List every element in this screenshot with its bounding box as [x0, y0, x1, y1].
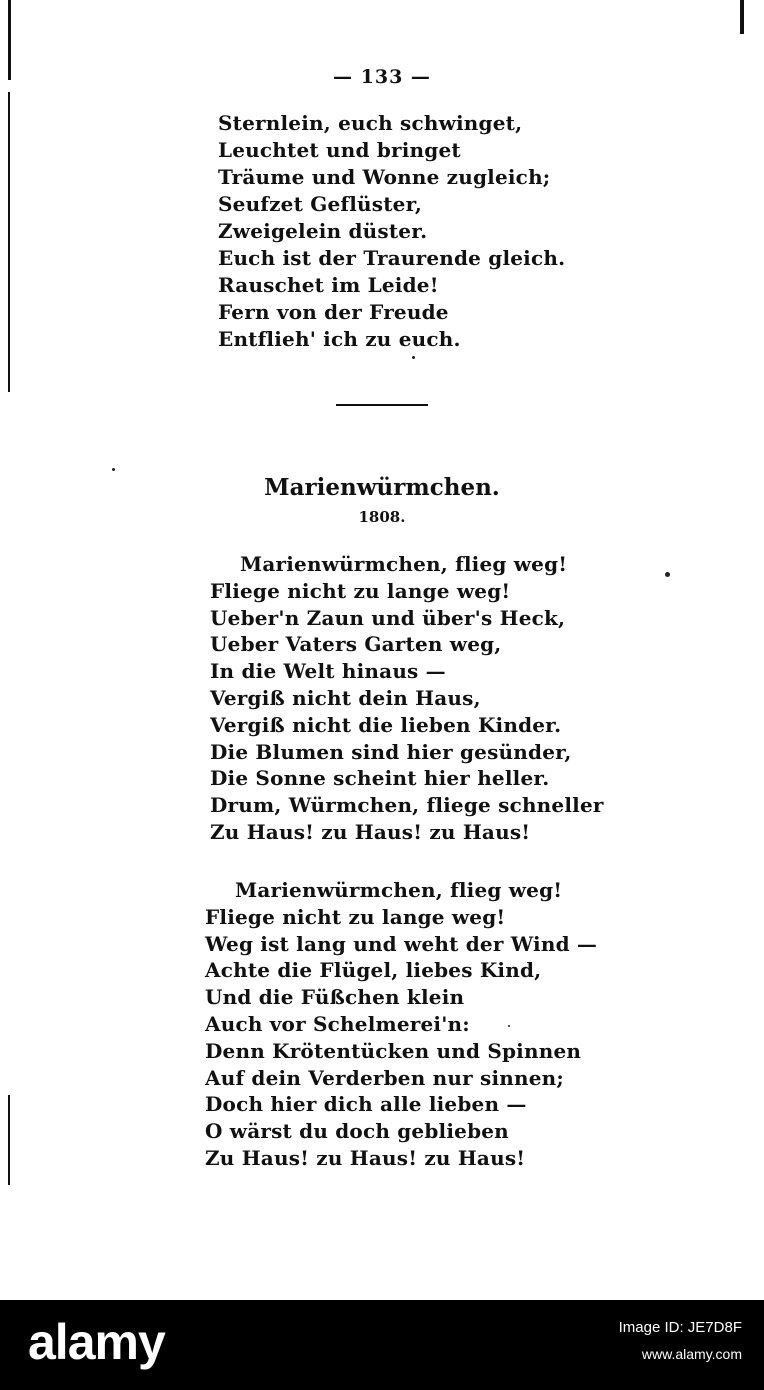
verse-line: Marienwürmchen, flieg weg! [235, 878, 563, 902]
watermark-logo: alamy [28, 1314, 165, 1370]
poem-year: 1808. [358, 508, 406, 526]
verse-line: O wärst du doch geblieben [205, 1119, 509, 1144]
image-id-label: Image ID: JE7D8F [618, 1319, 742, 1336]
verse-line: Und die Füßchen klein [205, 985, 465, 1010]
ink-speck [508, 1025, 510, 1027]
poem-title: Marienwürmchen. [264, 474, 500, 501]
verse-line: Auch vor Schelmerei'n: [205, 1011, 470, 1036]
section-divider [336, 404, 428, 406]
right-edge-mark [740, 0, 744, 34]
verse-line: Weg ist lang und weht der Wind — [205, 931, 598, 956]
left-edge-mark-bottom [8, 1095, 10, 1185]
stanza-2 [205, 877, 597, 1172]
stanza-previous-poem [218, 110, 565, 353]
verse-line: Entflieh' ich zu euch. [218, 327, 461, 351]
stanza-1 [210, 551, 604, 846]
verse-line: Ueber Vaters Garten weg, [210, 632, 502, 657]
verse-line: Vergiß nicht dein Haus, [210, 685, 481, 710]
verse-line: Seufzet Geflüster, [218, 192, 423, 216]
verse-line: Denn Krötentücken und Spinnen [205, 1038, 582, 1063]
verse-line: Marienwürmchen, flieg weg! [240, 552, 568, 576]
verse-line: Die Blumen sind hier gesünder, [210, 739, 572, 764]
watermark-info [619, 1318, 742, 1364]
verse-line: In die Welt hinaus — [210, 659, 446, 684]
left-edge-mark-middle [8, 92, 10, 392]
ink-speck [112, 468, 115, 471]
verse-line: Ueber'n Zaun und über's Heck, [210, 605, 566, 630]
page-number: — 133 — [333, 66, 431, 88]
verse-line: Drum, Würmchen, fliege schneller [210, 793, 604, 818]
verse-line: Achte die Flügel, liebes Kind, [205, 958, 542, 983]
verse-line: Leuchtet und bringet [218, 138, 461, 162]
verse-line: Vergiß nicht die lieben Kinder. [210, 712, 562, 737]
verse-line: Fern von der Freude [218, 300, 449, 324]
verse-line: Doch hier dich alle lieben — [205, 1092, 527, 1117]
verse-line: Rauschet im Leide! [218, 273, 439, 297]
verse-line: Auf dein Verderben nur sinnen; [205, 1065, 565, 1090]
verse-line: Fliege nicht zu lange weg! [210, 578, 511, 603]
verse-line: Zweigelein düster. [218, 219, 428, 243]
verse-line: Fliege nicht zu lange weg! [205, 904, 506, 929]
verse-line: Die Sonne scheint hier heller. [210, 766, 550, 791]
verse-line: Träume und Wonne zugleich; [218, 165, 551, 189]
verse-line: Zu Haus! zu Haus! zu Haus! [210, 819, 531, 844]
verse-line: Euch ist der Traurende gleich. [218, 246, 566, 270]
ink-speck [665, 572, 670, 577]
verse-line: Zu Haus! zu Haus! zu Haus! [205, 1145, 526, 1170]
site-url: www.alamy.com [641, 1346, 742, 1362]
ink-speck [412, 356, 415, 359]
verse-line: Sternlein, euch schwinget, [218, 111, 523, 135]
